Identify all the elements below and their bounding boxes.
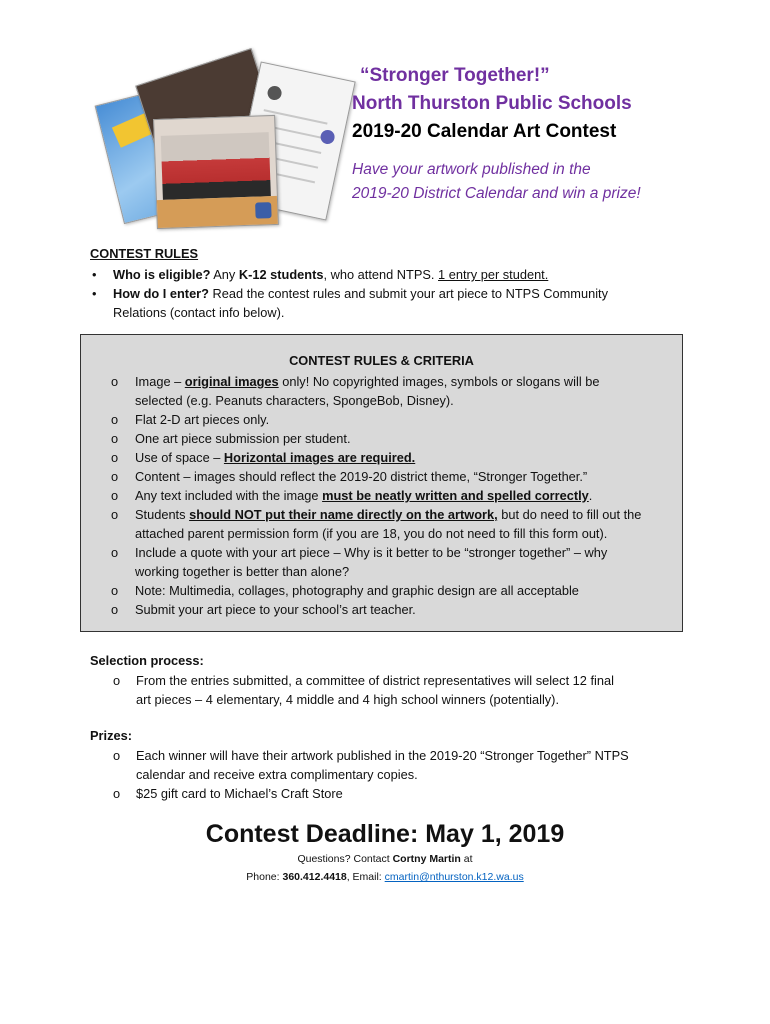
list-item: o Note: Multimedia, collages, photography and graphic design are all acceptable	[111, 583, 579, 598]
selection-heading: Selection process:	[90, 653, 204, 668]
list-item: o Include a quote with your art piece – Why is it better to be “stronger together” – why working together is better than alone?	[111, 545, 608, 579]
list-item: o Use of space – Horizontal images are required.	[111, 450, 416, 465]
tagline: Have your artwork published in the 2019-20 District Calendar and win a prize!	[352, 161, 641, 202]
list-item: o From the entries submitted, a committee of district representatives will select 12 final art pieces – 4 elementary, 4 middle and 4 high school winners (potentially).	[113, 673, 614, 707]
criteria-box	[80, 334, 683, 632]
contest-rules-list	[90, 265, 690, 322]
selection-list	[113, 671, 683, 709]
contact-line: Questions? Contact Cortny Martin at	[297, 853, 473, 865]
title-contest: 2019-20 Calendar Art Contest	[352, 121, 617, 142]
contest-rules-heading: CONTEST RULES	[90, 246, 199, 261]
criteria-title: CONTEST RULES & CRITERIA	[289, 353, 474, 368]
calendar-collage-image	[100, 55, 340, 230]
title-block	[352, 62, 752, 206]
list-item: o Students should NOT put their name directly on the artwork, but do need to fill out the attached parent permission form (if you are 18, you do not need to fill this form out).	[111, 507, 642, 541]
calendar-photo-page	[153, 115, 279, 229]
list-item: o Content – images should reflect the 2019-20 district theme, “Stronger Together.”	[111, 469, 588, 484]
prizes-heading: Prizes:	[90, 728, 132, 743]
contact-details: Phone: 360.412.4418, Email: cmartin@nthurston.k12.wa.us	[246, 871, 524, 883]
contest-deadline: Contest Deadline: May 1, 2019	[205, 820, 565, 848]
title-theme: “Stronger Together!”	[360, 65, 550, 86]
list-item: o One art piece submission per student.	[111, 431, 351, 446]
list-item: o $25 gift card to Michael’s Craft Store	[113, 786, 343, 801]
list-item: • How do I enter? Read the contest rules and submit your art piece to NTPS Community Relations (contact info below).	[92, 286, 608, 320]
list-item: o Flat 2-D art pieces only.	[111, 412, 270, 427]
list-item: o Any text included with the image must be neatly written and spelled correctly.	[111, 488, 593, 503]
prizes-list	[113, 746, 683, 803]
list-item: o Image – original images only! No copyrighted images, symbols or slogans will be selected (e.g. Peanuts characters, SpongeBob, Disney).	[111, 374, 600, 408]
list-item: o Submit your art piece to your school’s art teacher.	[111, 602, 416, 617]
district-logo-icon	[255, 202, 272, 219]
title-district: North Thurston Public Schools	[352, 93, 632, 114]
list-item: • Who is eligible? Any K-12 students, who attend NTPS. 1 entry per student.	[92, 267, 549, 282]
criteria-list	[111, 372, 681, 619]
list-item: o Each winner will have their artwork published in the 2019-20 “Stronger Together” NTPS calendar and receive extra complimentary copies.	[113, 748, 629, 782]
phone-number: 360.412.4418	[282, 871, 347, 883]
email-link[interactable]: cmartin@nthurston.k12.wa.us	[384, 871, 524, 883]
